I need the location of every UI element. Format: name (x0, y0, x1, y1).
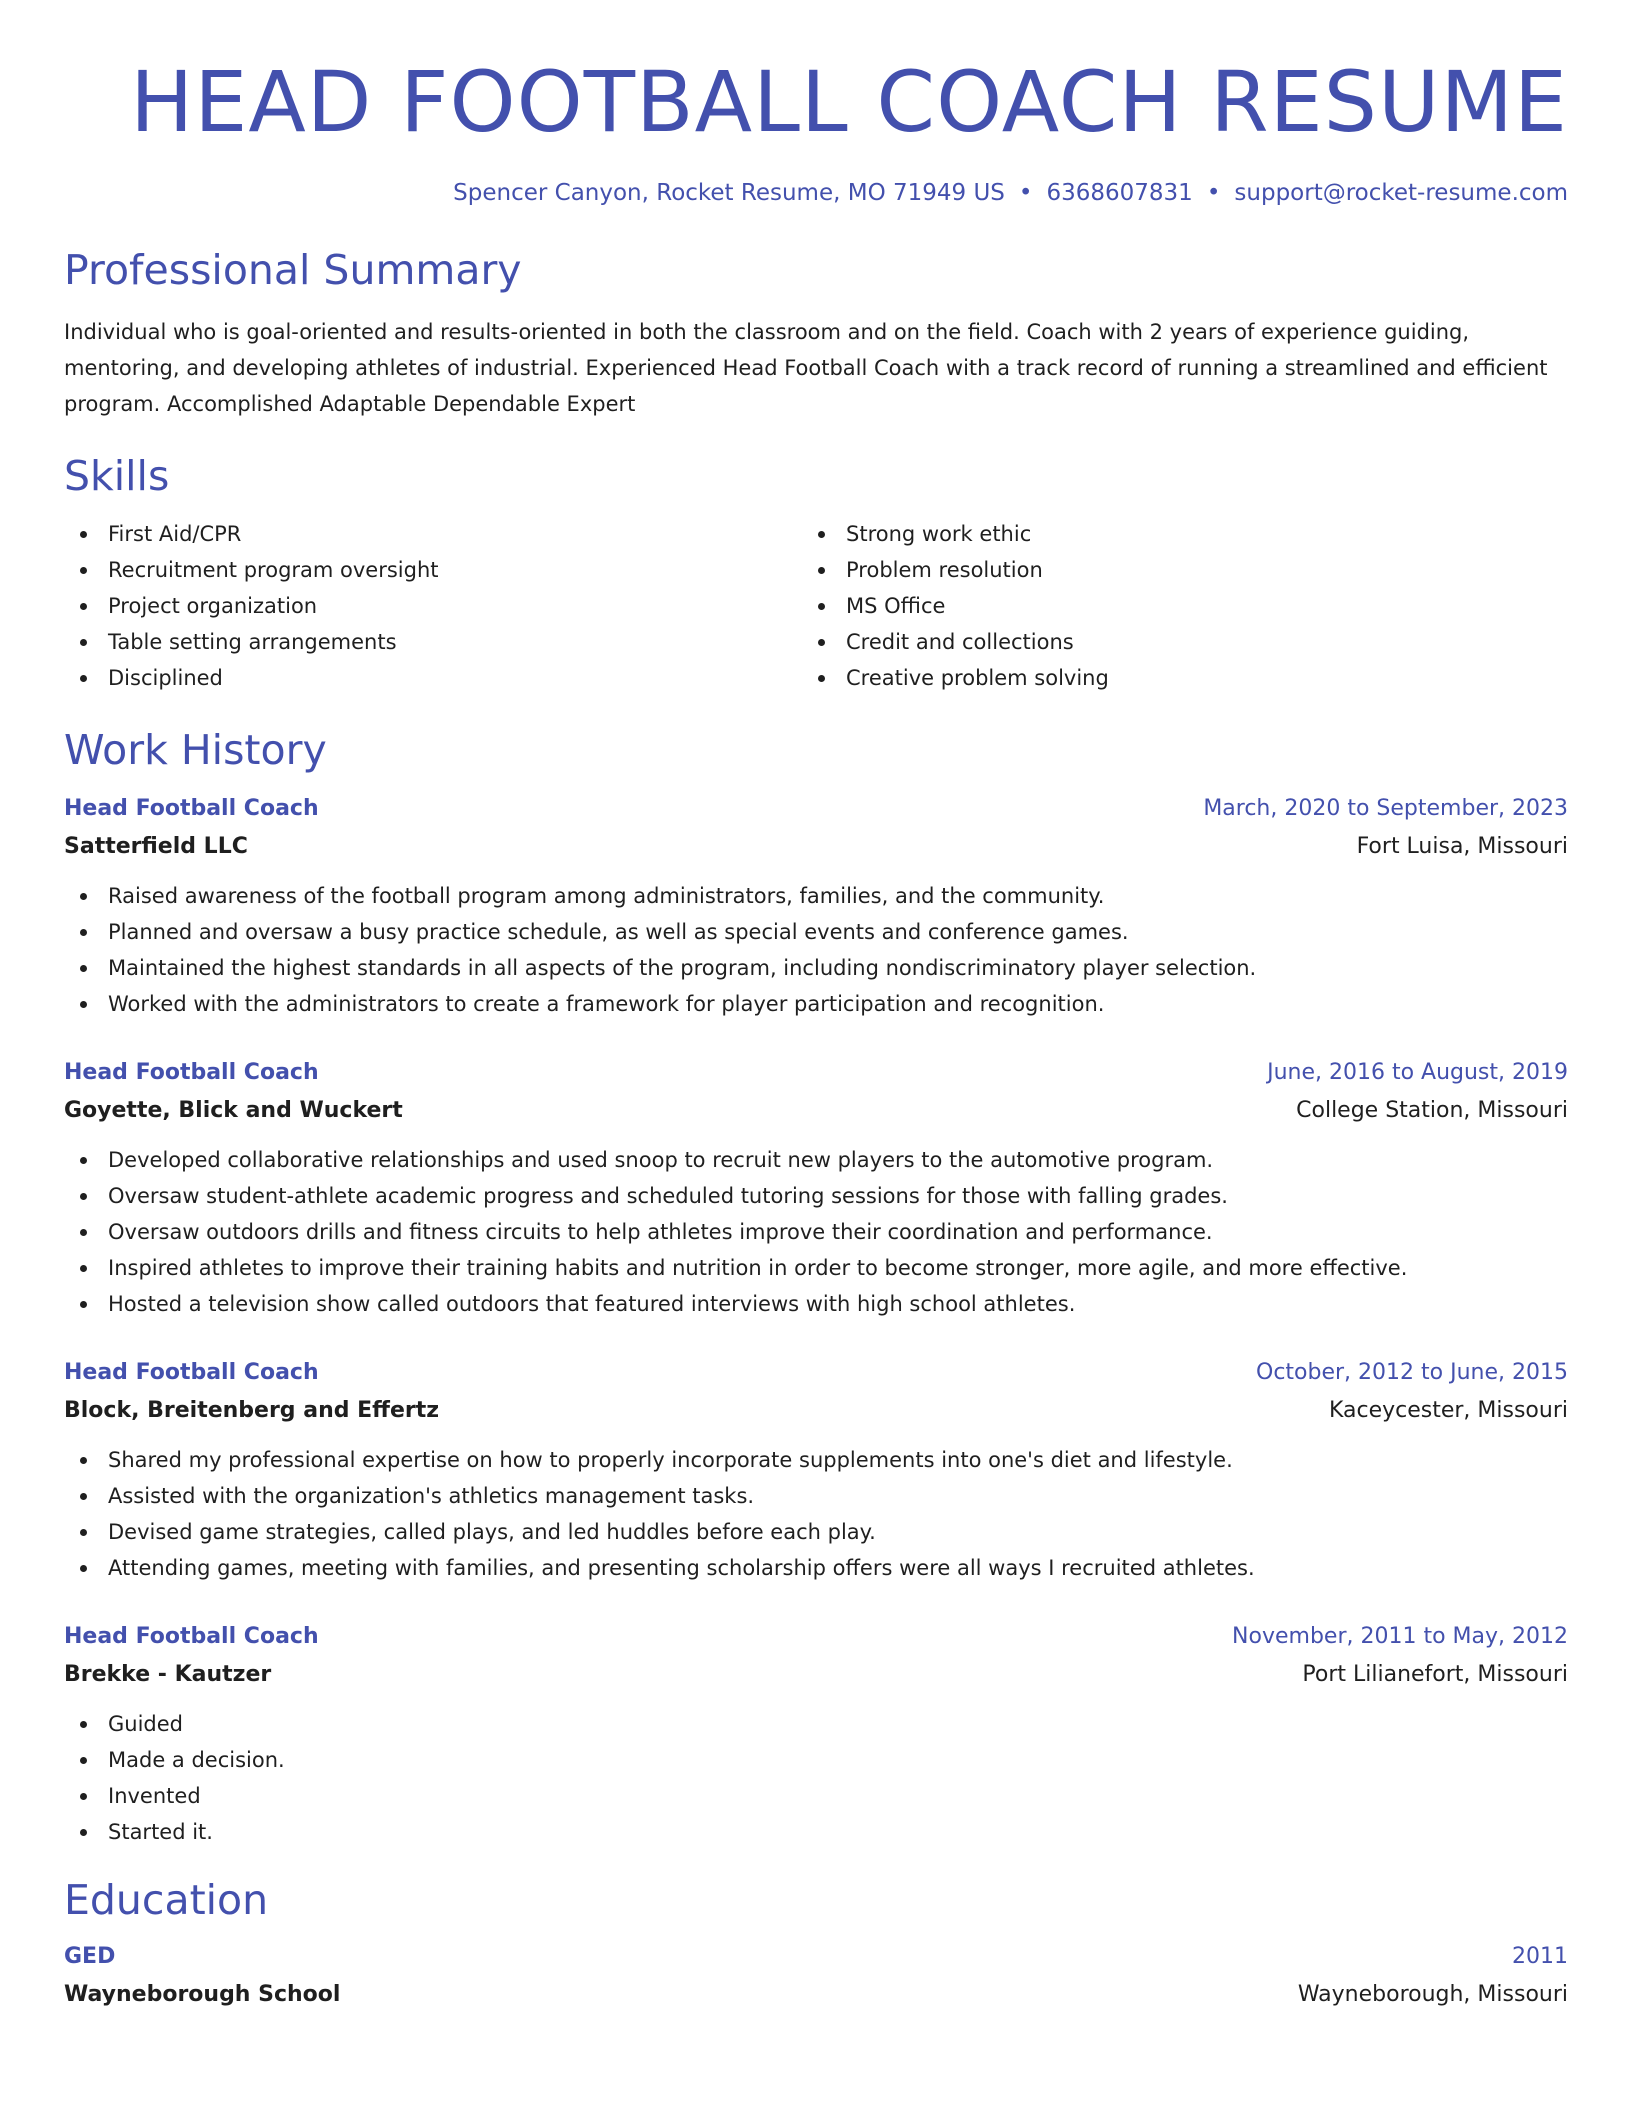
summary-section (64, 244, 1568, 422)
job-title: Head Football Coach (64, 796, 319, 821)
job-entry (64, 1618, 1568, 1850)
job-duty: Assisted with the organization's athletics management tasks. (64, 1478, 1568, 1514)
work-history-heading: Work History (64, 726, 327, 774)
job-entry (64, 1054, 1568, 1322)
job-title: Head Football Coach (64, 1060, 319, 1085)
contact-separator: • (1206, 180, 1221, 206)
job-duty: Invented (64, 1778, 1568, 1814)
skill-item: First Aid/CPR (64, 516, 802, 552)
job-duty: Raised awareness of the football program among administrators, families, and the community. (64, 878, 1568, 914)
job-dates: October, 2012 to June, 2015 (1256, 1360, 1568, 1385)
job-entry (64, 790, 1568, 1022)
skill-item: Project organization (64, 588, 802, 624)
education-year: 2011 (1512, 1944, 1568, 1969)
education-school: Wayneborough School (64, 1982, 341, 2007)
job-duty: Devised game strategies, called plays, and led huddles before each play. (64, 1514, 1568, 1550)
skill-item: Table setting arrangements (64, 624, 802, 660)
job-company: Block, Breitenberg and Effertz (64, 1398, 440, 1423)
job-duty: Made a decision. (64, 1742, 1568, 1778)
job-company-row (64, 828, 1568, 866)
education-degree: GED (64, 1944, 116, 1969)
job-duty: Oversaw student-athlete academic progress and scheduled tutoring sessions for those with falling grades. (64, 1178, 1568, 1214)
skills-section (64, 450, 1568, 696)
skill-item: Creative problem solving (802, 660, 1109, 696)
job-company: Satterfield LLC (64, 834, 248, 859)
job-duty: Started it. (64, 1814, 1568, 1850)
contact-separator: • (1018, 180, 1033, 206)
job-company: Brekke - Kautzer (64, 1662, 272, 1687)
contact-email[interactable]: support@rocket-resume.com (1234, 180, 1568, 206)
education-degree-row (64, 1938, 1568, 1976)
job-title-row (64, 1054, 1568, 1092)
job-title-row (64, 790, 1568, 828)
job-duty: Oversaw outdoors drills and fitness circuits to help athletes improve their coordination and performance. (64, 1214, 1568, 1250)
skill-item: Recruitment program oversight (64, 552, 802, 588)
job-duties (64, 1442, 1568, 1586)
skills-list-left (64, 516, 802, 696)
job-duties (64, 1706, 1568, 1850)
skills-list-right (802, 516, 1109, 696)
job-company-row (64, 1392, 1568, 1430)
contact-address: Spencer Canyon, Rocket Resume, MO 71949 US (453, 180, 1005, 206)
job-title-row (64, 1618, 1568, 1656)
job-location: Fort Luisa, Missouri (1356, 834, 1568, 859)
education-school-row (64, 1976, 1568, 2014)
job-entry (64, 1354, 1568, 1586)
job-title: Head Football Coach (64, 1624, 319, 1649)
job-duty: Worked with the administrators to create a framework for player participation and recognition. (64, 986, 1568, 1022)
job-duty: Inspired athletes to improve their training habits and nutrition in order to become stronger, more agile, and more effective. (64, 1250, 1568, 1286)
work-history-section (64, 724, 1568, 1850)
job-duty: Guided (64, 1706, 1568, 1742)
education-location: Wayneborough, Missouri (1297, 1982, 1568, 2007)
job-duty: Shared my professional expertise on how to properly incorporate supplements into one's diet and lifestyle. (64, 1442, 1568, 1478)
job-title: Head Football Coach (64, 1360, 319, 1385)
job-company: Goyette, Blick and Wuckert (64, 1098, 403, 1123)
contact-phone: 6368607831 (1046, 180, 1193, 206)
job-duty: Hosted a television show called outdoors that featured interviews with high school athletes. (64, 1286, 1568, 1322)
job-location: Kaceycester, Missouri (1328, 1398, 1568, 1423)
skill-item: Credit and collections (802, 624, 1109, 660)
resume-header (64, 0, 1568, 208)
skills-columns (64, 516, 1568, 696)
job-location: College Station, Missouri (1296, 1098, 1568, 1123)
resume-title: HEAD FOOTBALL COACH RESUME (130, 53, 1568, 151)
summary-text: Individual who is goal-oriented and results-oriented in both the classroom and on the field. Coach with 2 years of experience guiding, mentoring, and developing athletes of industrial. Experienced Head Football Coach with a track record of running a streamlined and efficient program. Accomplished Adaptable Dependable Expert (64, 320, 1548, 416)
job-dates: June, 2016 to August, 2019 (1267, 1060, 1568, 1085)
job-title-row (64, 1354, 1568, 1392)
skills-heading: Skills (64, 452, 170, 500)
summary-heading: Professional Summary (64, 246, 522, 294)
job-duties (64, 1142, 1568, 1322)
job-duty: Attending games, meeting with families, and presenting scholarship offers were all ways I recruited athletes. (64, 1550, 1568, 1586)
job-dates: March, 2020 to September, 2023 (1203, 796, 1568, 821)
job-company-row (64, 1656, 1568, 1694)
job-duty: Planned and oversaw a busy practice schedule, as well as special events and conference games. (64, 914, 1568, 950)
job-dates: November, 2011 to May, 2012 (1232, 1624, 1568, 1649)
education-heading: Education (64, 1876, 269, 1924)
education-section (64, 1874, 1568, 2014)
job-duties (64, 878, 1568, 1022)
skill-item: MS Office (802, 588, 1109, 624)
education-entry (64, 1938, 1568, 2014)
skill-item: Strong work ethic (802, 516, 1109, 552)
contact-line (64, 178, 1568, 208)
skill-item: Problem resolution (802, 552, 1109, 588)
job-location: Port Lilianefort, Missouri (1302, 1662, 1568, 1687)
job-duty: Developed collaborative relationships and used snoop to recruit new players to the automotive program. (64, 1142, 1568, 1178)
job-company-row (64, 1092, 1568, 1130)
job-duty: Maintained the highest standards in all aspects of the program, including nondiscriminatory player selection. (64, 950, 1568, 986)
skill-item: Disciplined (64, 660, 802, 696)
